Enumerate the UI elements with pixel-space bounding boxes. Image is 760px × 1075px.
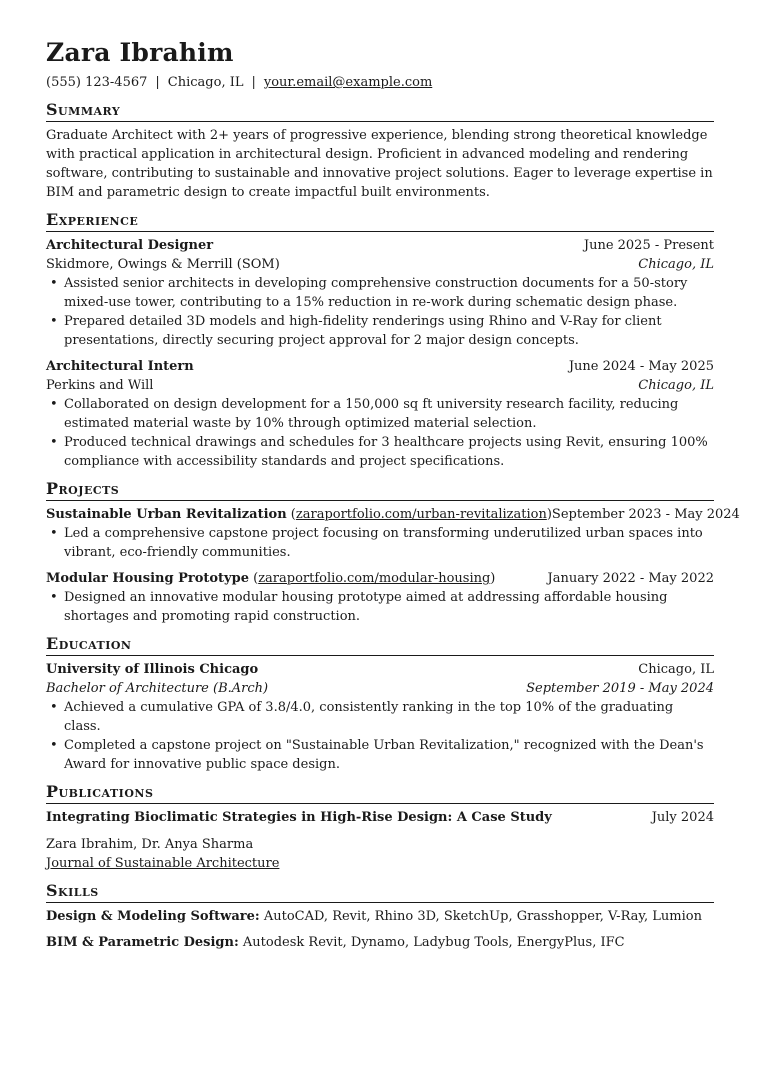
publication-title: Integrating Bioclimatic Strategies in High-Rise Design: A Case Study — [46, 810, 552, 825]
project-link[interactable]: zaraportfolio.com/modular-housing — [258, 571, 491, 586]
skill-line — [46, 907, 714, 926]
phone-number: (555) 123-4567 — [46, 75, 148, 90]
skill-label: BIM & Parametric Design: — [46, 935, 239, 950]
list-item: • Led a comprehensive capstone project focusing on transforming underutilized urban spaces into vibrant, eco-friendly communities. — [46, 524, 714, 562]
candidate-name: Zara Ibrahim — [46, 38, 234, 67]
skill-value: AutoCAD, Revit, Rhino 3D, SketchUp, Grasshopper, V-Ray, Lumion — [263, 909, 702, 924]
section-heading-publications: Publications — [46, 782, 714, 804]
project-name: Modular Housing Prototype — [46, 571, 249, 586]
skill-line — [46, 933, 714, 952]
education-bullets — [46, 698, 714, 774]
list-item: • Designed an innovative modular housing prototype aimed at addressing affordable housing shortages and promoting rapid construction. — [46, 588, 714, 626]
job-location: Chicago, IL — [638, 378, 714, 393]
skill-label: Design & Modeling Software: — [46, 909, 260, 924]
company-name: Skidmore, Owings & Merrill (SOM) — [46, 257, 280, 272]
skills-section — [46, 881, 714, 952]
project-dates: September 2023 - May 2024 — [551, 507, 740, 522]
summary-section — [46, 100, 714, 202]
job-dates: June 2025 - Present — [583, 238, 714, 253]
project-name: Sustainable Urban Revitalization — [46, 507, 287, 522]
separator: | — [155, 75, 160, 90]
email-link[interactable]: your.email@example.com — [263, 75, 433, 90]
section-heading-summary: Summary — [46, 100, 714, 122]
list-item: • Produced technical drawings and schedules for 3 healthcare projects using Revit, ensuring 100% compliance with accessibility standards and project specifications. — [46, 433, 714, 471]
publication-date: July 2024 — [651, 810, 714, 825]
project-link[interactable]: zaraportfolio.com/urban-revitalization — [295, 507, 547, 522]
project-entry: Sustainable Urban Revitalization (zaraportfolio.com/urban-revitalization) September 2023 - May 2024 • Led a comprehensive capstone project focusing on transforming underutilized urban spaces into vibrant, eco-friendly communities. — [46, 505, 714, 562]
school-name: University of Illinois Chicago — [46, 662, 259, 677]
education-dates: September 2019 - May 2024 — [526, 681, 714, 696]
list-item: • Collaborated on design development for a 150,000 sq ft university research facility, reducing estimated material waste by 10% through optimized material selection. — [46, 395, 714, 433]
job-title: Architectural Intern — [46, 359, 194, 374]
publications-section — [46, 782, 714, 873]
section-heading-projects: Projects — [46, 479, 714, 501]
project-entry: Modular Housing Prototype (zaraportfolio.com/modular-housing) January 2022 - May 2022 • Designed an innovative modular housing prototype aimed at addressing affordable housing shortages and promoting rapid construction. — [46, 569, 714, 626]
section-heading-skills: Skills — [46, 881, 714, 903]
publication-authors: Zara Ibrahim, Dr. Anya Sharma — [46, 837, 254, 852]
job-title: Architectural Designer — [46, 238, 214, 253]
job-location: Chicago, IL — [638, 257, 714, 272]
list-item: • Achieved a cumulative GPA of 3.8/4.0, consistently ranking in the top 10% of the graduating class. — [46, 698, 714, 736]
degree: Bachelor of Architecture (B.Arch) — [46, 681, 269, 696]
publication-journal-link[interactable]: Journal of Sustainable Architecture — [46, 856, 280, 871]
project-bullets — [46, 588, 714, 626]
list-item: • Completed a capstone project on "Sustainable Urban Revitalization," recognized with the Dean's Award for innovative public space design. — [46, 736, 714, 774]
job-dates: June 2024 - May 2025 — [568, 359, 714, 374]
project-dates: January 2022 - May 2022 — [547, 571, 714, 586]
school-location: Chicago, IL — [638, 662, 714, 677]
section-heading-education: Education — [46, 634, 714, 656]
skill-value: Autodesk Revit, Dynamo, Ladybug Tools, EnergyPlus, IFC — [242, 935, 625, 950]
location: Chicago, IL — [167, 75, 244, 90]
experience-entry — [46, 357, 714, 471]
job-bullets — [46, 274, 714, 350]
project-bullets — [46, 524, 714, 562]
section-heading-experience: Experience — [46, 210, 714, 232]
separator: | — [251, 75, 256, 90]
company-name: Perkins and Will — [46, 378, 154, 393]
experience-section — [46, 210, 714, 471]
education-section — [46, 634, 714, 774]
job-bullets — [46, 395, 714, 471]
list-item: • Assisted senior architects in developing comprehensive construction documents for a 50-story mixed-use tower, contributing to a 15% reduction in re-work during schematic design phase. — [46, 274, 714, 312]
summary-text: Graduate Architect with 2+ years of progressive experience, blending strong theoretical knowledge with practical application in architectural design. Proficient in advanced modeling and rendering software, contributing to sustainable and innovative project solutions. Eager to leverage expertise in BIM and parametric design to create impactful built environments. — [46, 128, 713, 200]
list-item: • Prepared detailed 3D models and high-fidelity renderings using Rhino and V-Ray for client presentations, directly securing project approval for 2 major design concepts. — [46, 312, 714, 350]
projects-section — [46, 479, 740, 626]
experience-entry — [46, 236, 714, 350]
contact-line — [46, 74, 714, 92]
